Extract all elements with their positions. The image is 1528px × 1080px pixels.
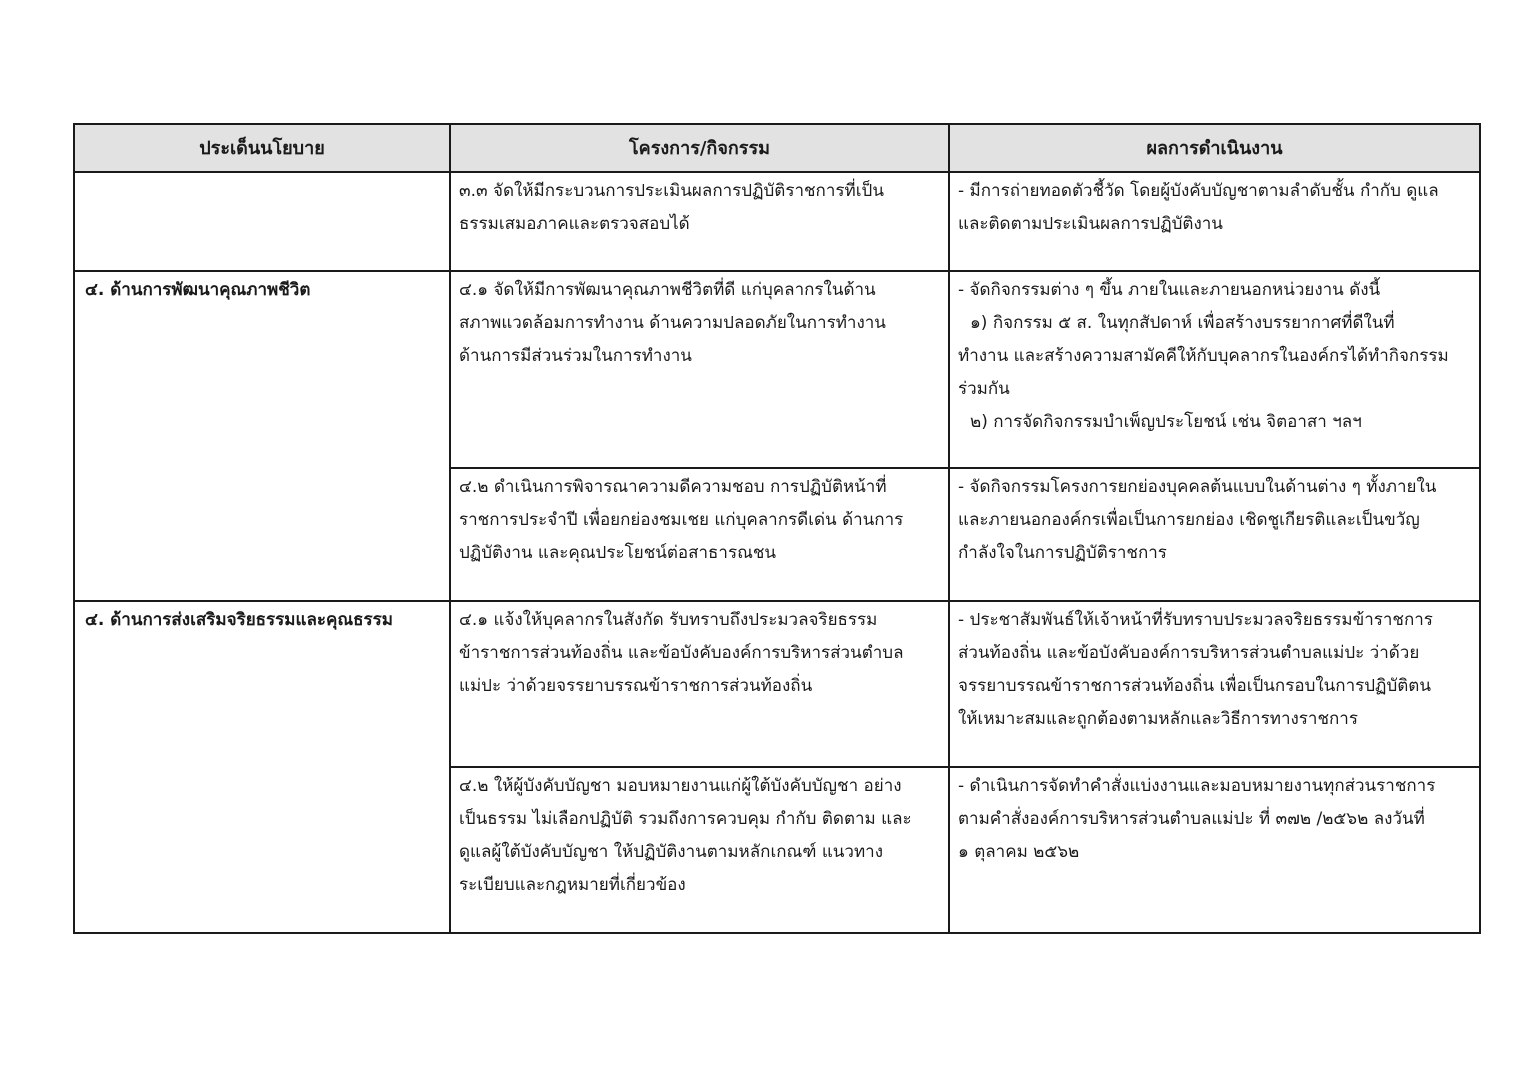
policy-cell	[74, 172, 450, 271]
policy-text: ๔. ด้านการส่งเสริมจริยธรรมและคุณธรรม	[85, 610, 394, 630]
project-line: ธรรมเสมอภาคและตรวจสอบได้	[459, 214, 690, 234]
project-cell	[450, 601, 949, 767]
result-line: และติดตามประเมินผลการปฏิบัติงาน	[958, 214, 1223, 234]
project-cell	[450, 767, 949, 933]
result-line: - ประชาสัมพันธ์ให้เจ้าหน้าที่รับทราบประมวลจริยธรรมข้าราชการ	[958, 610, 1433, 630]
table-row	[74, 172, 1480, 271]
result-line: ให้เหมาะสมและถูกต้องตามหลักและวิธีการทางราชการ	[958, 709, 1358, 729]
policy-text: ๔. ด้านการพัฒนาคุณภาพชีวิต	[85, 280, 311, 300]
result-cell	[949, 468, 1480, 601]
result-line: กำลังใจในการปฏิบัติราชการ	[958, 543, 1167, 563]
header-performance-result: ผลการดำเนินงาน	[949, 124, 1480, 172]
header-policy-issue: ประเด็นนโยบาย	[74, 124, 450, 172]
project-line: ระเบียบและกฎหมายที่เกี่ยวข้อง	[459, 875, 686, 895]
project-cell	[450, 468, 949, 601]
policy-text	[85, 173, 441, 175]
table-row	[74, 271, 1480, 468]
result-line: ทำงาน และสร้างความสามัคคีให้กับบุคลากรในองค์กรได้ทำกิจกรรม	[958, 346, 1449, 366]
project-line: ๔.๒ ดำเนินการพิจารณาความดีความชอบ การปฏิบัติหน้าที่	[459, 477, 887, 497]
project-cell	[450, 172, 949, 271]
table-row	[74, 601, 1480, 767]
project-line: ๔.๒ ให้ผู้บังคับบัญชา มอบหมายงานแก่ผู้ใต้บังคับบัญชา อย่าง	[459, 776, 902, 796]
result-line: ร่วมกัน	[958, 379, 1010, 399]
result-line: ๑ ตุลาคม ๒๕๖๒	[958, 842, 1080, 862]
result-line: - จัดกิจกรรมโครงการยกย่องบุคคลต้นแบบในด้านต่าง ๆ ทั้งภายใน	[958, 477, 1437, 497]
policy-results-table	[73, 123, 1481, 934]
project-line: ปฏิบัติงาน และคุณประโยชน์ต่อสาธารณชน	[459, 543, 777, 563]
result-line: จรรยาบรรณข้าราชการส่วนท้องถิ่น เพื่อเป็นกรอบในการปฏิบัติตน	[958, 676, 1431, 696]
policy-cell	[74, 271, 450, 601]
result-line: - มีการถ่ายทอดตัวชี้วัด โดยผู้บังคับบัญชาตามลำดับชั้น กำกับ ดูแล	[958, 181, 1439, 201]
project-line: ๓.๓ จัดให้มีกระบวนการประเมินผลการปฏิบัติราชการที่เป็น	[459, 181, 884, 201]
result-line: และภายนอกองค์กรเพื่อเป็นการยกย่อง เชิดชูเกียรติและเป็นขวัญ	[958, 510, 1420, 530]
result-cell	[949, 172, 1480, 271]
policy-cell	[74, 601, 450, 933]
table-header-row	[74, 124, 1480, 172]
result-cell	[949, 767, 1480, 933]
result-line: - ดำเนินการจัดทำคำสั่งแบ่งงานและมอบหมายงานทุกส่วนราชการ	[958, 776, 1436, 796]
result-cell	[949, 601, 1480, 767]
project-line: ๔.๑ แจ้งให้บุคลากรในสังกัด รับทราบถึงประมวลจริยธรรม	[459, 610, 878, 630]
result-line: ๑) กิจกรรม ๕ ส. ในทุกสัปดาห์ เพื่อสร้างบรรยากาศที่ดีในที่	[970, 313, 1395, 333]
result-cell	[949, 271, 1480, 468]
result-line: ส่วนท้องถิ่น และข้อบังคับองค์การบริหารส่วนตำบลแม่ปะ ว่าด้วย	[958, 643, 1420, 663]
project-line: ด้านการมีส่วนร่วมในการทำงาน	[459, 346, 692, 366]
project-line: ดูแลผู้ใต้บังคับบัญชา ให้ปฏิบัติงานตามหลักเกณฑ์ แนวทาง	[459, 842, 884, 862]
project-line: แม่ปะ ว่าด้วยจรรยาบรรณข้าราชการส่วนท้องถิ่น	[459, 676, 813, 696]
project-line: ๔.๑ จัดให้มีการพัฒนาคุณภาพชีวิตที่ดี แก่บุคลากรในด้าน	[459, 280, 876, 300]
result-line: ตามคำสั่งองค์การบริหารส่วนตำบลแม่ปะ ที่ ๓๗๒ /๒๕๖๒ ลงวันที่	[958, 809, 1425, 829]
project-cell	[450, 271, 949, 468]
header-project-activity: โครงการ/กิจกรรม	[450, 124, 949, 172]
result-line: ๒) การจัดกิจกรรมบำเพ็ญประโยชน์ เช่น จิตอาสา ฯลฯ	[970, 412, 1362, 432]
project-line: ราชการประจำปี เพื่อยกย่องชมเชย แก่บุคลากรดีเด่น ด้านการ	[459, 510, 904, 530]
project-line: เป็นธรรม ไม่เลือกปฏิบัติ รวมถึงการควบคุม กำกับ ติดตาม และ	[459, 809, 912, 829]
project-line: สภาพแวดล้อมการทำงาน ด้านความปลอดภัยในการทำงาน	[459, 313, 886, 333]
project-line: ข้าราชการส่วนท้องถิ่น และข้อบังคับองค์การบริหารส่วนตำบล	[459, 643, 904, 663]
result-line: - จัดกิจกรรมต่าง ๆ ขึ้น ภายในและภายนอกหน่วยงาน ดังนี้	[958, 280, 1381, 300]
